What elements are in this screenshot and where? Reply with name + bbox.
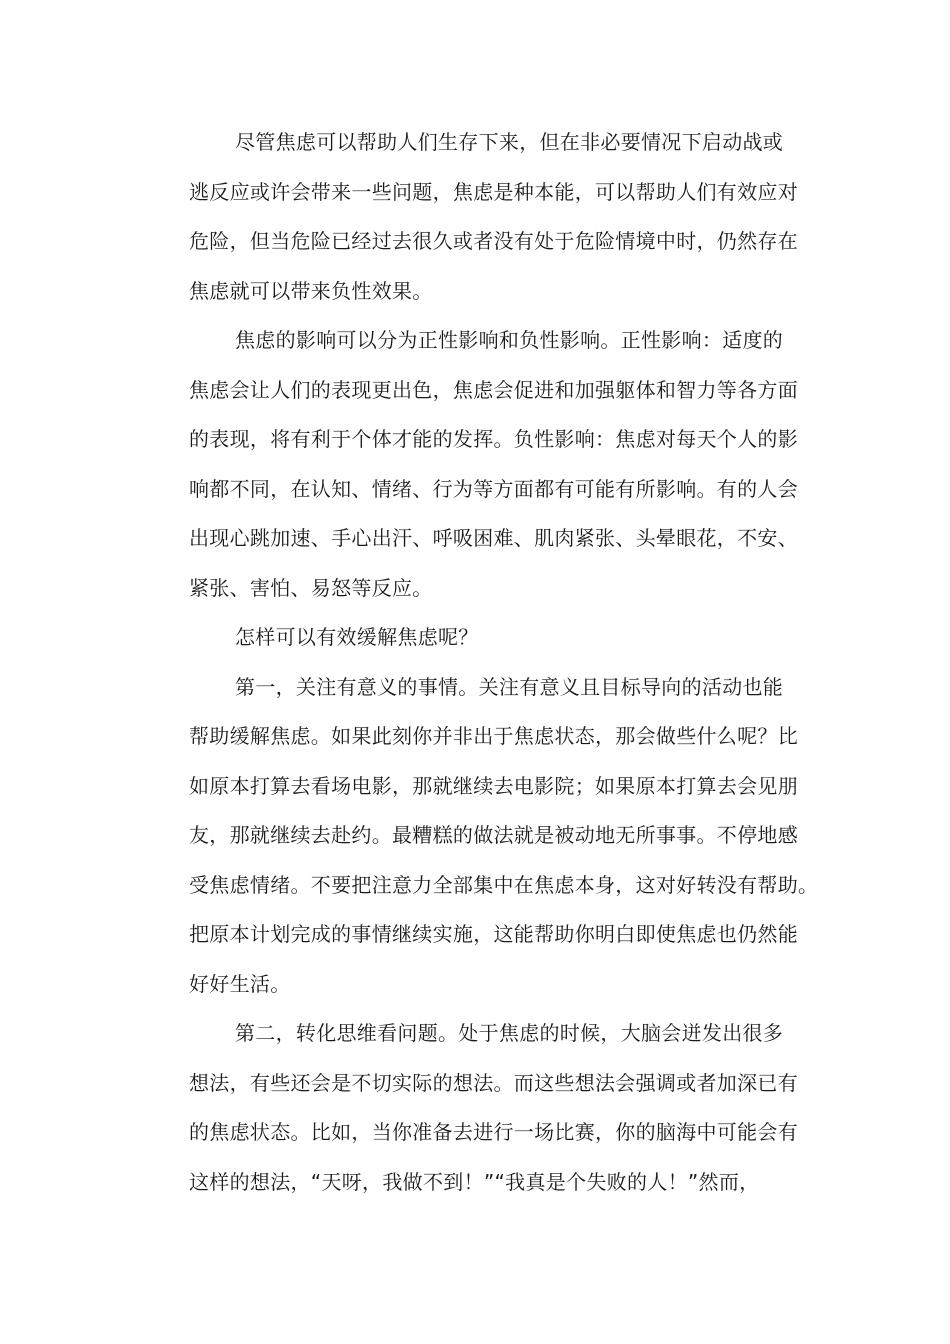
text-line: 怎样可以有效缓解焦虑呢？ bbox=[235, 625, 479, 649]
text-line: 友，那就继续去赴约。最糟糕的做法就是被动地无所事事。不停地感 bbox=[189, 823, 798, 847]
text-line: 如原本打算去看场电影，那就继续去电影院；如果原本打算去会见朋 bbox=[189, 773, 798, 798]
text-line: 逃反应或许会带来一些问题，焦虑是种本能，可以帮助人们有效应对 bbox=[189, 179, 798, 204]
text-line: 危险，但当危险已经过去很久或者没有处于危险情境中时，仍然存在 bbox=[189, 229, 798, 253]
paragraph-4 bbox=[189, 663, 829, 1010]
text-line: 想法，有些还会是不切实际的想法。而这些想法会强调或者加深已有 bbox=[189, 1070, 798, 1095]
text-line: 响都不同，在认知、情绪、行为等方面都有可能有所影响。有的人会 bbox=[189, 476, 798, 501]
text-line: 这样的想法，“天呀，我做不到！”“我真是个失败的人！”然而， bbox=[189, 1169, 760, 1194]
text-line: 焦虑的影响可以分为正性影响和负性影响。正性影响：适度的 bbox=[235, 328, 784, 352]
paragraph-2 bbox=[189, 316, 829, 613]
text-line: 第二，转化思维看问题。处于焦虑的时候，大脑会迸发出很多 bbox=[235, 1021, 784, 1045]
text-line: 受焦虑情绪。不要把注意力全部集中在焦虑本身，这对好转没有帮助。 bbox=[189, 872, 819, 897]
text-line: 焦虑会让人们的表现更出色，焦虑会促进和加强躯体和智力等各方面 bbox=[189, 377, 798, 402]
text-line: 的表现，将有利于个体才能的发挥。负性影响：焦虑对每天个人的影 bbox=[189, 427, 798, 451]
text-line: 第一，关注有意义的事情。关注有意义且目标导向的活动也能 bbox=[235, 674, 784, 699]
paragraph-5 bbox=[189, 1009, 829, 1207]
text-line: 好好生活。 bbox=[189, 971, 291, 996]
text-line: 把原本计划完成的事情继续实施，这能帮助你明白即使焦虑也仍然能 bbox=[189, 922, 798, 946]
document-body bbox=[189, 118, 829, 1207]
paragraph-1 bbox=[189, 118, 829, 316]
text-line: 出现心跳加速、手心出汗、呼吸困难、肌肉紧张、头晕眼花，不安、 bbox=[189, 526, 798, 550]
text-line: 的焦虑状态。比如，当你准备去进行一场比赛，你的脑海中可能会有 bbox=[189, 1120, 798, 1144]
text-line: 帮助缓解焦虑。如果此刻你并非出于焦虑状态，那会做些什么呢？比 bbox=[189, 724, 798, 748]
text-line: 焦虑就可以带来负性效果。 bbox=[189, 278, 433, 303]
text-line: 紧张、害怕、易怒等反应。 bbox=[189, 575, 433, 600]
paragraph-3 bbox=[189, 613, 829, 663]
text-line: 尽管焦虑可以帮助人们生存下来，但在非必要情况下启动战或 bbox=[235, 130, 784, 154]
